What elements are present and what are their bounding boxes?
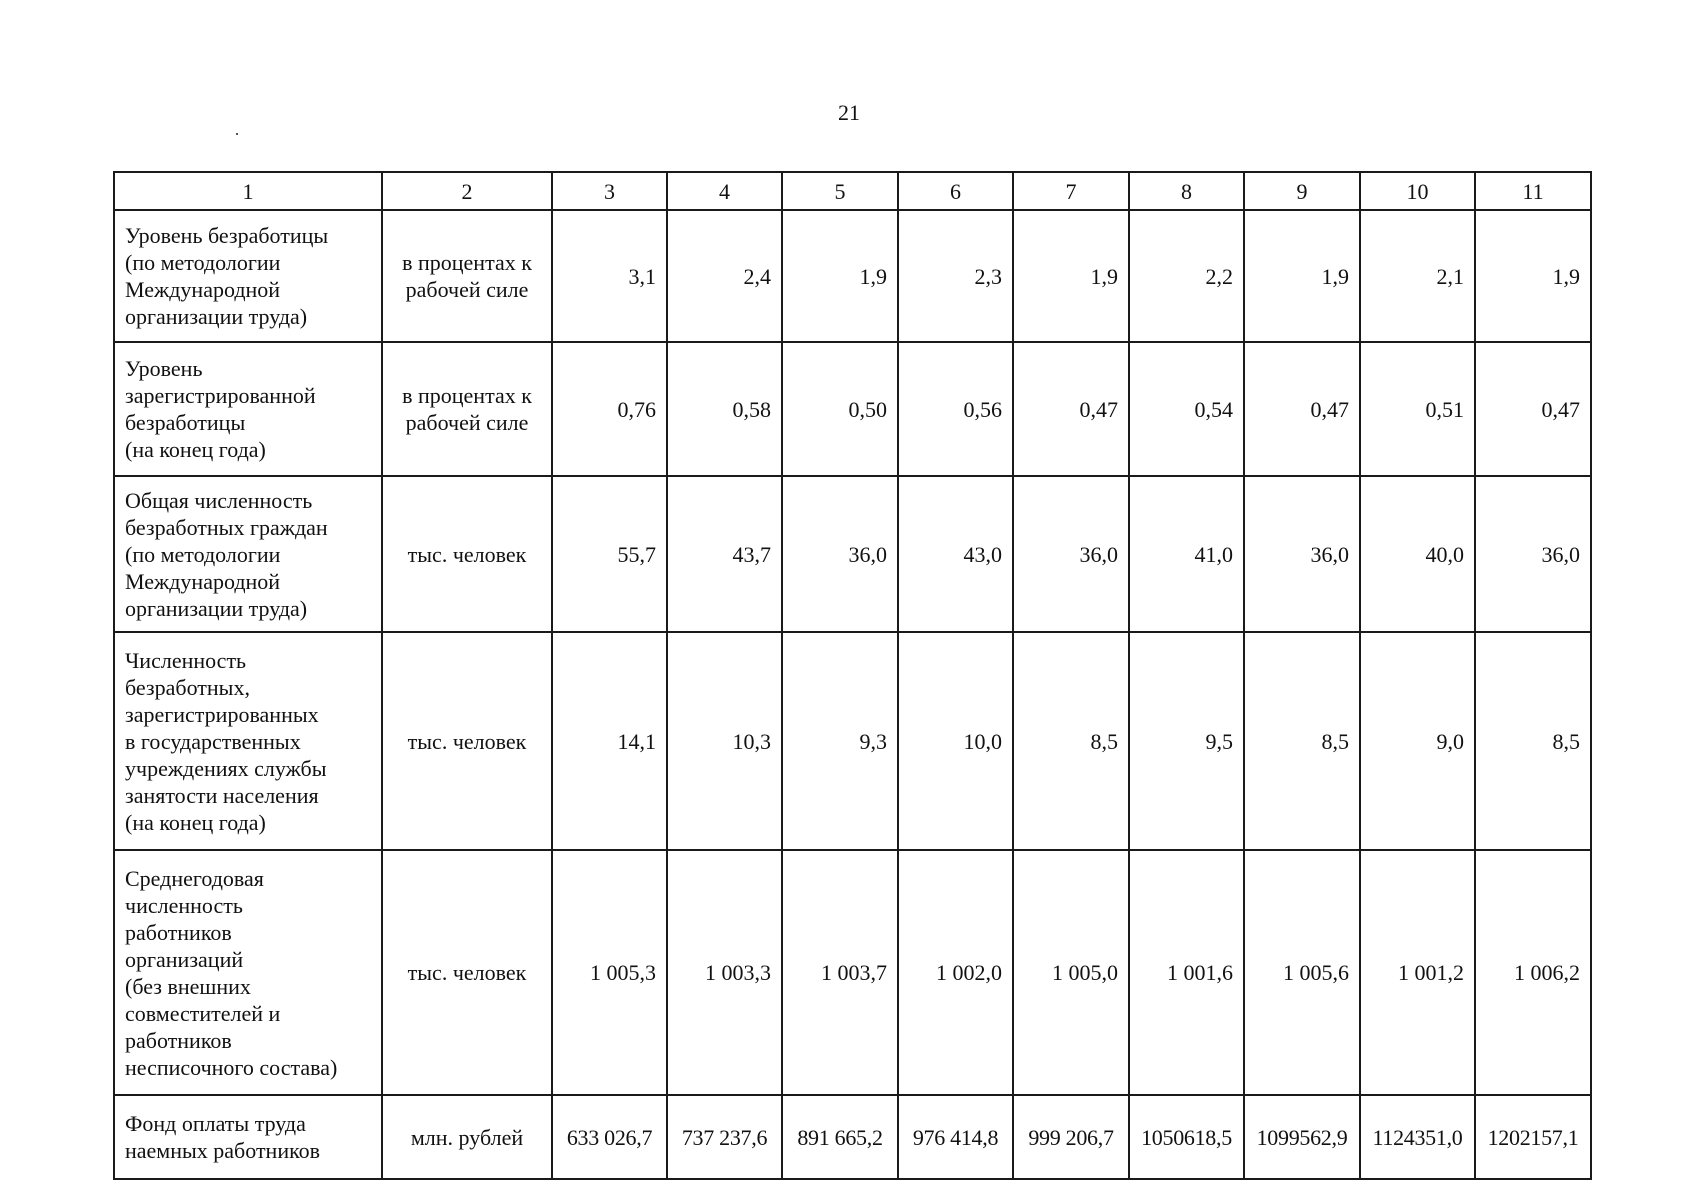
value-cell: 10,3 bbox=[667, 632, 782, 850]
indicator-name-line: Фонд оплаты труда bbox=[125, 1111, 306, 1136]
value-cell: 976 414,8 bbox=[898, 1095, 1013, 1179]
indicator-name-cell bbox=[114, 476, 382, 632]
unit-cell bbox=[382, 1095, 552, 1179]
value-cell: 1 003,7 bbox=[782, 850, 898, 1095]
value-cell: 8,5 bbox=[1475, 632, 1591, 850]
value-cell: 0,47 bbox=[1475, 342, 1591, 476]
unit-line: тыс. человек bbox=[407, 960, 527, 985]
indicator-name-cell bbox=[114, 632, 382, 850]
indicator-name-line: зарегистрированных bbox=[125, 701, 319, 727]
indicator-name-line: безработных, bbox=[125, 674, 250, 700]
header-cell: 7 bbox=[1013, 172, 1129, 210]
value-cell: 1 003,3 bbox=[667, 850, 782, 1095]
value-cell: 1,9 bbox=[782, 210, 898, 342]
value-cell: 999 206,7 bbox=[1013, 1095, 1129, 1179]
indicator-name-cell bbox=[114, 850, 382, 1095]
table-row bbox=[114, 850, 1591, 1095]
value-cell: 1 005,3 bbox=[552, 850, 667, 1095]
value-cell: 0,47 bbox=[1013, 342, 1129, 476]
header-cell: 11 bbox=[1475, 172, 1591, 210]
indicator-name-line: совместителей и bbox=[125, 1000, 281, 1026]
value-cell: 891 665,2 bbox=[782, 1095, 898, 1179]
value-cell: 1050618,5 bbox=[1129, 1095, 1244, 1179]
value-cell: 36,0 bbox=[1475, 476, 1591, 632]
value-cell: 1 002,0 bbox=[898, 850, 1013, 1095]
value-cell: 1202157,1 bbox=[1475, 1095, 1591, 1179]
table-row bbox=[114, 210, 1591, 342]
indicator-name-line: несписочного состава) bbox=[125, 1054, 338, 1080]
indicator-name-line: Уровень безработицы bbox=[125, 223, 329, 248]
value-cell: 0,54 bbox=[1129, 342, 1244, 476]
value-cell: 41,0 bbox=[1129, 476, 1244, 632]
header-cell: 5 bbox=[782, 172, 898, 210]
value-cell: 1 001,6 bbox=[1129, 850, 1244, 1095]
indicator-name-line: (на конец года) bbox=[125, 809, 266, 835]
value-cell: 40,0 bbox=[1360, 476, 1475, 632]
indicator-name-line: Численность bbox=[125, 647, 247, 673]
indicator-name-line: организации труда) bbox=[125, 595, 308, 621]
indicator-name-line: Общая численность bbox=[125, 487, 313, 513]
value-cell: 14,1 bbox=[552, 632, 667, 850]
value-cell: 10,0 bbox=[898, 632, 1013, 850]
page-number: 21 bbox=[838, 100, 860, 125]
header-row bbox=[114, 172, 1591, 210]
indicator-name-line: работников bbox=[125, 1027, 232, 1053]
value-cell: 2,3 bbox=[898, 210, 1013, 342]
header-cell: 6 bbox=[898, 172, 1013, 210]
value-cell: 1,9 bbox=[1244, 210, 1360, 342]
data-table bbox=[113, 171, 1592, 1180]
value-cell: 43,0 bbox=[898, 476, 1013, 632]
indicator-name-line: занятости населения bbox=[125, 782, 319, 808]
value-cell: 1 001,2 bbox=[1360, 850, 1475, 1095]
value-cell: 36,0 bbox=[1244, 476, 1360, 632]
indicator-name-line: работников bbox=[125, 919, 232, 945]
indicator-name-cell bbox=[114, 342, 382, 476]
table-row bbox=[114, 1095, 1591, 1179]
table-row bbox=[114, 476, 1591, 632]
value-cell: 633 026,7 bbox=[552, 1095, 667, 1179]
indicator-name-line: безработных граждан bbox=[125, 514, 328, 540]
unit-cell bbox=[382, 342, 552, 476]
table-row bbox=[114, 632, 1591, 850]
indicator-name-cell bbox=[114, 210, 382, 342]
indicator-name-line: организаций bbox=[125, 946, 244, 972]
indicator-name-line: зарегистрированной bbox=[125, 383, 316, 408]
scan-speck bbox=[236, 133, 238, 135]
value-cell: 1124351,0 bbox=[1360, 1095, 1475, 1179]
unit-line: тыс. человек bbox=[407, 541, 527, 567]
unit-cell bbox=[382, 632, 552, 850]
header-cell: 10 bbox=[1360, 172, 1475, 210]
header-cell: 4 bbox=[667, 172, 782, 210]
indicator-name-line: (по методологии bbox=[125, 541, 281, 567]
indicator-name-line: (без внешних bbox=[125, 973, 251, 999]
value-cell: 0,76 bbox=[552, 342, 667, 476]
value-cell: 2,1 bbox=[1360, 210, 1475, 342]
indicator-name-line: Уровень bbox=[125, 356, 203, 381]
value-cell: 9,5 bbox=[1129, 632, 1244, 850]
value-cell: 2,2 bbox=[1129, 210, 1244, 342]
value-cell: 43,7 bbox=[667, 476, 782, 632]
value-cell: 8,5 bbox=[1013, 632, 1129, 850]
value-cell: 737 237,6 bbox=[667, 1095, 782, 1179]
value-cell: 36,0 bbox=[782, 476, 898, 632]
header-cell: 9 bbox=[1244, 172, 1360, 210]
unit-line: тыс. человек bbox=[407, 728, 527, 754]
indicator-name-line: Среднегодовая bbox=[125, 865, 264, 891]
value-cell: 0,47 bbox=[1244, 342, 1360, 476]
header-cell: 1 bbox=[114, 172, 382, 210]
indicator-name-line: наемных работников bbox=[125, 1138, 321, 1163]
unit-line: в процентах к bbox=[402, 250, 532, 275]
indicator-name-line: Международной bbox=[125, 277, 281, 302]
value-cell: 1099562,9 bbox=[1244, 1095, 1360, 1179]
unit-cell bbox=[382, 476, 552, 632]
indicator-name-line: в государственных bbox=[125, 728, 301, 754]
unit-line: рабочей силе bbox=[405, 410, 529, 435]
value-cell: 9,3 bbox=[782, 632, 898, 850]
indicator-name-line: организации труда) bbox=[125, 304, 308, 329]
value-cell: 55,7 bbox=[552, 476, 667, 632]
value-cell: 8,5 bbox=[1244, 632, 1360, 850]
unit-cell bbox=[382, 850, 552, 1095]
value-cell: 0,50 bbox=[782, 342, 898, 476]
indicator-name-cell bbox=[114, 1095, 382, 1179]
unit-line: рабочей силе bbox=[405, 277, 529, 302]
indicator-name-line: учреждениях службы bbox=[125, 755, 327, 781]
value-cell: 9,0 bbox=[1360, 632, 1475, 850]
header-cell: 8 bbox=[1129, 172, 1244, 210]
header-cell: 2 bbox=[382, 172, 552, 210]
indicator-name-line: (по методологии bbox=[125, 250, 281, 275]
header-cell: 3 bbox=[552, 172, 667, 210]
value-cell: 1 006,2 bbox=[1475, 850, 1591, 1095]
unit-line: в процентах к bbox=[402, 383, 532, 408]
value-cell: 0,51 bbox=[1360, 342, 1475, 476]
unit-cell bbox=[382, 210, 552, 342]
value-cell: 36,0 bbox=[1013, 476, 1129, 632]
indicator-name-line: (на конец года) bbox=[125, 437, 266, 462]
value-cell: 1 005,6 bbox=[1244, 850, 1360, 1095]
table-row bbox=[114, 342, 1591, 476]
indicator-name-line: Международной bbox=[125, 568, 281, 594]
value-cell: 1,9 bbox=[1013, 210, 1129, 342]
indicator-name-line: безработицы bbox=[125, 410, 246, 435]
value-cell: 1,9 bbox=[1475, 210, 1591, 342]
value-cell: 2,4 bbox=[667, 210, 782, 342]
value-cell: 1 005,0 bbox=[1013, 850, 1129, 1095]
value-cell: 0,58 bbox=[667, 342, 782, 476]
value-cell: 0,56 bbox=[898, 342, 1013, 476]
value-cell: 3,1 bbox=[552, 210, 667, 342]
indicator-name-line: численность bbox=[125, 892, 243, 918]
unit-line: млн. рублей bbox=[410, 1124, 524, 1150]
